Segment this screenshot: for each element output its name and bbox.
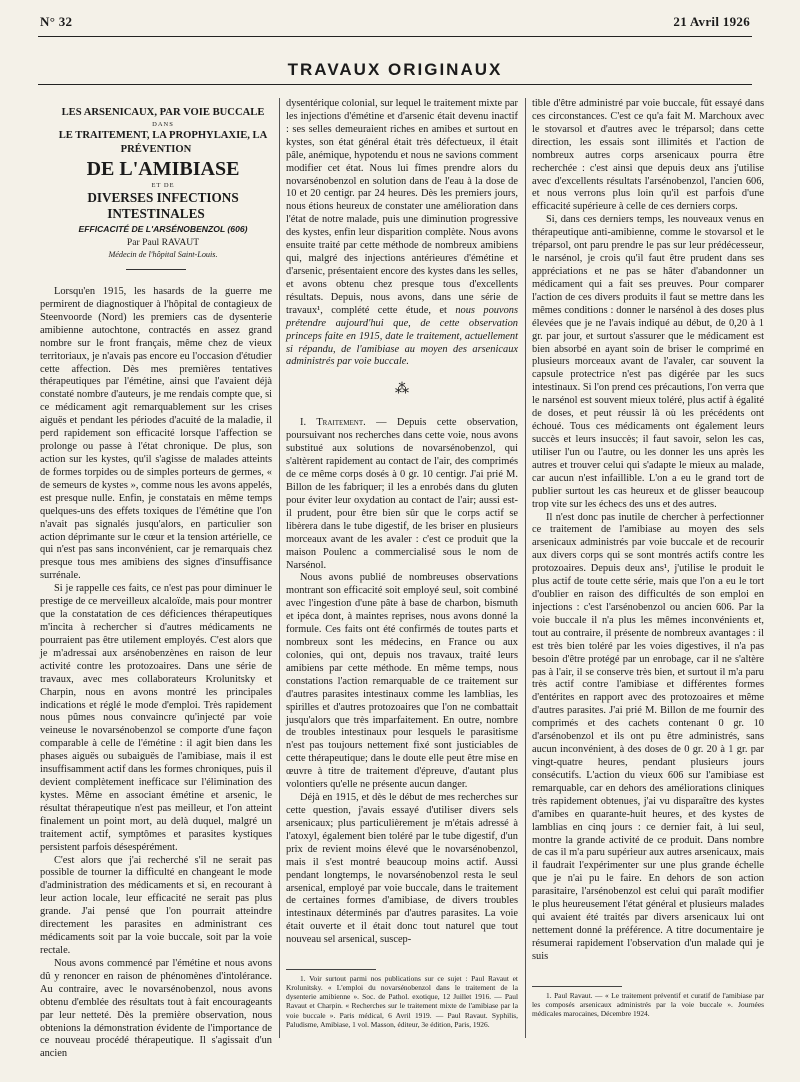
header-rule bbox=[38, 36, 752, 37]
issue-date: 21 Avril 1926 bbox=[673, 14, 750, 29]
paragraph: Nous avons publié de nombreuses observations montrant son efficacité soit employé seul, soit combiné avec l'ingestion d'une pâte à base de charbon, bismuth et ipéca dont, à maintes reprises, nous avons donné la formule. Ces faits ont été confirmés de toutes parts et nombreux sont les médecins, en France ou aux colonies, qui ont, depuis nos travaux, traité leurs amibiens par cette méthode. En même temps, nous constations l'action remarquable de ce traitement sur d'autres parasites intestinaux comme les lamblias, les spirilles et d'autres protozoaires que l'on ne combattait jusqu'alors que très imparfaitement. En outre, nombre de troubles intestinaux pour lesquels le parasitisme n'est pas toujours nettement fixé sont justiciables de cette thérapeutique; dans le doute elle peut être mise en œuvre à titre de traitement d'épreuve, d'autant plus volontiers qu'elle ne présente aucun danger. bbox=[286, 572, 518, 791]
paragraph: tible d'être administré par voie buccale, fût essayé dans ces circonstances. C'est ce qu'a fait M. Marchoux avec le stovarsol et d'autres avec le tréparsol; dans cette direction, les essais sont illimités et l'action de nombreux autres corps arsenicaux pourra être recherchée : c'est ainsi que depuis deux ans j'utilise avec d'excellents résultats l'arsénobenzol, l'ancien 606, et nous verrons plus loin qu'il est parfois d'une efficacité supérieure à celle de ces derniers corps. bbox=[532, 98, 764, 213]
article-byline: Par Paul RAVAUT bbox=[126, 237, 200, 248]
footnote-rule bbox=[532, 986, 622, 987]
article-subtitle: EFFICACITÉ DE L'ARSÉNOBENZOL (606) bbox=[78, 224, 248, 234]
paragraph: Si, dans ces derniers temps, les nouveaux venus en thérapeutique anti-amibienne, comme le stovarsol et le tréparsol, ont paru prendre le pas sur leur prédécesseur, le narsénol, je crois qu'il faut être prudent dans ses appréciations et ne pas se hâter d'abandonner un médicament qui a fait ses preuves. Pour comparer l'action de ces divers produits il faut se mettre dans les mêmes conditions : donner le narsénol à des doses plus élevées que je ne l'avais indiqué au début, de 0,20 à 1 gr. par jour, et surtout s'assurer que le médicament est bien absorbé en ayant soin de briser le comprimé en plusieurs morceaux avant de l'avaler, car souvent la capsule protectrice n'est pas digérée par les sucs intestinaux. Si l'on prend ces précautions, l'on verra que le narsénol est souvent mieux toléré, plus actif à égalité de doses, et peut réussir là où les précédents ont échoué. Tous ces médicaments ont également leurs succès et leurs insuccès; il faut savoir, selon les cas, utiliser l'un ou l'autre, ou les donner les uns après les autres et trouver celui qui s'adapte le mieux au malade, car aucun n'est infaillible. L'on a eu le grand tort de publier surtout les cas heureux et de glisser beaucoup trop vite sur les échecs des uns et des autres. bbox=[532, 214, 764, 510]
article-title-connector: DANS bbox=[152, 121, 174, 128]
title-separator bbox=[126, 269, 186, 270]
section-rule bbox=[38, 84, 752, 85]
column-divider bbox=[525, 98, 526, 1038]
column-divider bbox=[279, 98, 280, 1038]
section-title: TRAVAUX ORIGINAUX bbox=[287, 60, 503, 79]
author-affiliation: Médecin de l'hôpital Saint-Louis. bbox=[108, 250, 218, 259]
column-1 bbox=[40, 98, 272, 1060]
footnote: 1. Paul Ravaut. — « Le traitement préventif et curatif de l'amibiase par les composés arsenicaux administrés par la voie buccale ». Journées médicales marocaines, Décembre 1924. bbox=[532, 990, 764, 1018]
emphasis-text: nous pouvons prétendre aujourd'hui que, de cette observation princeps faite en 1915, date le traitement, actuellement si répandu, de l'amibiase au moyen des arsenicaux administrés par voie buccale. bbox=[286, 304, 518, 368]
section-asterism: ⁂ bbox=[395, 382, 409, 398]
running-header bbox=[40, 14, 750, 30]
paragraph: Déjà en 1915, et dès le début de mes recherches sur cette question, j'avais essayé d'utiliser divers sels arsenicaux; plus particulièrement je m'étais adressé à l'atoxyl, également bien toléré par le tube digestif, d'un prix de revient moins élevé que le novarsénobenzol, mais il s'est montré beaucoup moins actif. Aussi pendant longtemps, le novarsénobenzol resta le seul arsenical, employé par voie buccale, dans le traitement de certaines formes d'amibiase, de divers troubles intestinaux déterminés par d'autres parasites. La voie était ouverte et il était donc tout naturel que tout nouveau sel arsenical, suscep- bbox=[286, 792, 518, 946]
issue-number: N° 32 bbox=[40, 14, 73, 29]
footnote-rule bbox=[286, 969, 376, 970]
footnote: 1. Voir surtout parmi nos publications sur ce sujet : Paul Ravaut et Krolunitsky. « L'emploi du novarsénobenzol dans le traitement de la dysenterie amibienne ». Soc. de Pathol. exotique, 12 Juillet 1916. — Paul Ravaut et Charpin. « Recherches sur le traitement mixte de l'amibiase par la voie buccale ». Paris médical, 6 Avril 1919. — Paul Ravaut. Syphilis, Paludisme, Amibiase, 1 vol. Masson, éditeur, 3e édition, Paris, 1926. bbox=[286, 974, 518, 1029]
column-3 bbox=[532, 98, 764, 1032]
article-title-line-2: LE TRAITEMENT, LA PROPHYLAXIE, LA PRÉVENTION bbox=[58, 130, 268, 155]
paragraph bbox=[286, 417, 518, 572]
paragraph bbox=[286, 98, 518, 369]
paragraph: Il n'est donc pas inutile de chercher à perfectionner ce traitement de l'amibiase au moyen des sels arsenicaux administrés par voie buccale et de recourir aux divers corps qui se sont montrés actifs contre les protozoaires. Depuis deux ans¹, j'utilise le produit le plus actif de toute cette série, mais que l'on a eu le tort d'oublier en raison des difficultés de son emploi en injections : c'est l'arsénobenzol ou ancien 606. Par la voie buccale il n'a plus les mêmes inconvénients et, tout au contraire, il présente de nombreux avantages : il est très bien toléré par les voies digestives, il n'a pas besoin d'être protégé par un enrobage, car il ne s'altère pas à l'air, il se conserve très bien, et surtout il m'a paru très actif contre l'amibiase et différentes formes d'entérites en rapport avec des protozoaires et même d'autres parasites. J'ai prié M. Billon de me fournir des comprimés et des cachets contenant 0 gr. 10 d'arsénobenzol et ils ont pu être administrés, sans aucun inconvénient, à des doses de 0 gr. 20 à 1 gr. par vingt-quatre heures, pendant plusieurs jours consécutifs. L'action du vieux 606 sur l'amibiase est remarquable, car en dehors des améliorations cliniques très rapidement obtenues, j'ai vu disparaître des kystes d'amibes en quarante-huit heures, et des kystes de lamblias en cinq jours : ce dernier fait, à lui seul, montre la grande activité de ce produit. Dans nombre de cas il m'a paru supérieur aux autres arsenicaux, mais il faudrait l'expérimenter sur une plus grande échelle que je n'ai pu le faire. En dehors de son action parasitaire, l'arsénobenzol est celui qui paraît modifier le plus heureusement l'état général et plusieurs malades qui avaient été traités par divers arsenicaux lui ont nettement donné la préférence. A titre documentaire je résumerai rapidement l'observation d'un malade qui je suis bbox=[532, 511, 764, 962]
paragraph: C'est alors que j'ai recherché s'il ne serait pas possible de tourner la difficulté en changeant le mode d'administration des médicaments et si, en recourant à leur action locale, leur efficacité ne serait pas plus grande. J'ai pensé que l'on pourrait atteindre directement les parasites en administrant ces médicaments soit par la voie buccale, soit par la voie rectale. bbox=[40, 854, 272, 957]
paragraph-text: — Depuis cette observation, poursuivant nos recherches dans cette voie, nous avons substitué aux solutions de novarsénobenzol, qui s'altèrent rapidement au contact de l'air, des comprimés de ce même corps dosés à 0 gr. 10 centigr. J'ai prié M. Billon de les fabriquer; il les a enrobés dans du gluten pour éviter leur oxydation au contact de l'air; aussi est-il prudent, pour être bien sûr que le corps actif se libèrera dans le tube digestif, de les briser en plusieurs morceaux avant de les avaler : c'est ce produit que la maison Poulenc a commercialisé sous le nom de Narsénol. bbox=[286, 417, 518, 571]
article-title-line-1: LES ARSENICAUX, PAR VOIE BUCCALE bbox=[61, 107, 265, 118]
paragraph: Lorsqu'en 1915, les hasards de la guerre me permirent de diagnostiquer à l'hôpital de contagieux de Steenvoorde (Nord) les premiers cas de dysenterie amibienne autochtone, contractés en assez grand nombre sur le front français, même chez de vieux territoriaux, je n'avais pas encore eu l'occasion d'étudier cette affection. Dès mes premières tentatives thérapeutiques par l'émétine, ainsi que l'avaient déjà constaté nombre d'auteurs, je me rendais compte que, si ce médicament agit remarquablement sur les crises aiguës et pendant les périodes d'acuité de la maladie, il perd rapidement son efficacité lorsque l'affection se prolonge ou passe à l'état chronique. De plus, son action sur les kystes, qu'il s'agisse de malades atteints de formes torpides ou de simples porteurs de germes, « de semeurs de kystes », comme nous les avons appelés, est presque nulle. Enfin, je constatais en même temps quelques-uns des effets toxiques de l'émétine que l'on n'avait pas signalés jusqu'alors, en particulier son action déprimante sur le cœur et la tension artérielle, ce qui n'est pas sans inconvénient, car je remarquais chez presque tous mes amibiens des signes d'insuffisance surrénale. bbox=[40, 286, 272, 582]
paragraph: Si je rappelle ces faits, ce n'est pas pour diminuer le prestige de ce merveilleux alcaloïde, mais pour montrer que la constatation de ces déficiences thérapeutiques m'incita à rechercher si d'autres médicaments ne pourraient pas être utilement employés. C'est alors que je m'adressai aux arsénobenzènes en raison de leur activité contre les protozoaires. Dans une série de travaux, avec mes collaborateurs Krolunitsky et Charpin, nous en avons montré les principales indications et réglé le mode d'emploi. Très rapidement nous pûmes nous convaincre qu'injecté par voie veineuse le novarsénobenzol se comporte d'une façon comparable à celle de l'émétine : il agit bien dans les phases aiguës ou subaiguës de l'amibiase, mais il est insuffisamment actif dans les formes chroniques, puis il devient complètement inefficace sur l'élimination des kystes. Même en associant émétine et arsenic, le résultat thérapeutique n'est pas meilleur, et l'on atteint finalement un point mort, au delà duquel, malgré un traitement actif, symptômes et parasites kystiques persistent parfois désespérément. bbox=[40, 583, 272, 853]
paragraph: Nous avons commencé par l'émétine et nous avons dû y renoncer en raison de phénomènes d'intolérance. Au contraire, avec le novarsénobenzol, nous avons obtenu d'emblée des résultats tout à fait encourageants par leur netteté. Dès la première observation, nous obtenions la démonstration évidente de l'importance de ce nouveau procédé thérapeutique. Il s'agissait d'un ancien bbox=[40, 957, 272, 1060]
article-title-main: DE L'AMIBIASE bbox=[86, 158, 240, 180]
paragraph-text: dysentérique colonial, sur lequel le traitement mixte par les injections d'émétine et d'arsenic était devenu inactif : ses selles demeuraient riches en amibes et surtout en kystes, son état général était très défectueux, il était pâle, anémique, hypotendu et nous ne savions comment modifier cet état. Nous lui fîmes prendre alors du novarsénobenzol en solution dans de l'eau à la dose de 10 et 20 centigr. par 24 heures. Dès les premiers jours, nous étions heureux de constater une amélioration dans l'état de notre malade, puis une diminution progressive des kystes, enfin leur disparition complète. Nous avons ensuite traité par cette méthode de nombreux amibiens qui, malgré des injections antérieures d'émétine et d'arsenic, présentaient encore des kystes dans les selles, et avons obtenu chez presque tous d'excellents résultats. Depuis, nous avons, dans une série de travaux¹, complété cette étude, et bbox=[286, 98, 518, 316]
article-title-block bbox=[40, 106, 272, 270]
section-label: I. Traitement. bbox=[300, 417, 366, 429]
article-title-line-4: DIVERSES INFECTIONS INTESTINALES bbox=[87, 190, 239, 221]
column-2 bbox=[286, 98, 518, 1032]
article-title-connector: ET DE bbox=[151, 182, 175, 189]
